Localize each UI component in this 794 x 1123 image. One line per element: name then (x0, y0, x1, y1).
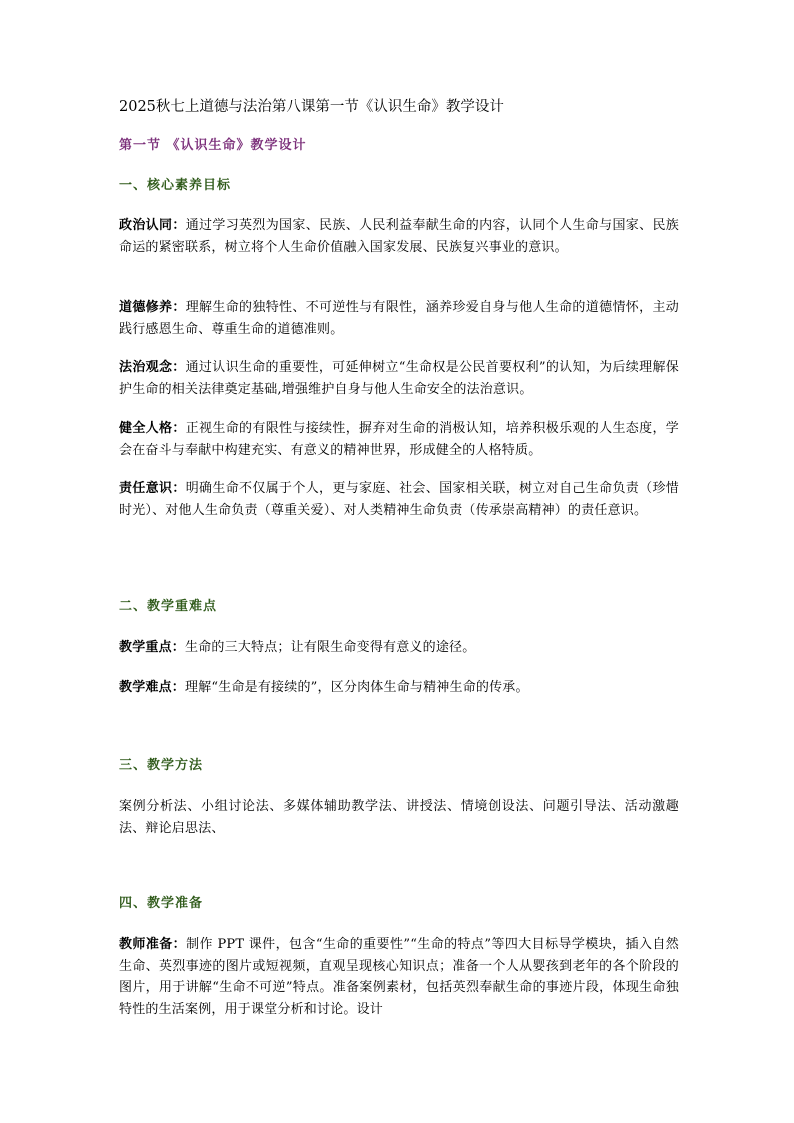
section-heading-core-goals: 一、核心素养目标 (119, 178, 232, 193)
key-point-text: 生命的三大特点；让有限生命变得有意义的途径。 (185, 640, 476, 655)
difficulty-paragraph (119, 677, 679, 699)
goal-text: 通过学习英烈为国家、民族、人民利益奉献生命的内容，认同个人生命与国家、民族命运的紧密联系，树立将个人生命价值融入国家发展、民族复兴事业的意识。 (119, 218, 679, 255)
document-title: 2025秋七上道德与法治第八课第一节《认识生命》教学设计 (119, 99, 504, 115)
preparation-text: 制作 PPT 课件，包含“生命的重要性”“生命的特点”等四大目标导学模块，插入自然生命、英烈事迹的图片或短视频，直观呈现核心知识点；准备一个人从婴孩到老年的各个阶段的图片，用于讲解“生命不可逆”特点。准备案例素材，包括英烈奉献生命的事迹片段，体现生命独特性的生活案例，用于课堂分析和讨论。设计 (119, 937, 679, 1017)
goal-label: 责任意识： (119, 481, 186, 496)
goal-label: 道德修养： (119, 300, 186, 315)
goal-text: 理解生命的独特性、不可逆性与有限性，涵养珍爱自身与他人生命的道德情怀，主动践行感恩生命、尊重生命的道德准则。 (119, 300, 679, 337)
preparation-label: 教师准备： (119, 937, 187, 952)
goal-label: 政治认同： (119, 218, 186, 233)
key-point-paragraph (119, 637, 679, 659)
section-heading-key-points: 二、教学重难点 (119, 599, 218, 614)
goal-text: 明确生命不仅属于个人，更与家庭、社会、国家相关联，树立对自己生命负责（珍惜时光）、对他人生命负责（尊重关爱）、对人类精神生命负责（传承崇高精神）的责任意识。 (119, 481, 679, 518)
section-heading-preparation: 四、教学准备 (119, 896, 204, 911)
goal-text: 正视生命的有限性与接续性，摒弃对生命的消极认知，培养积极乐观的人生态度，学会在奋斗与奉献中构建充实、有意义的精神世界，形成健全的人格特质。 (119, 421, 679, 458)
goal-text: 通过认识生命的重要性，可延伸树立“生命权是公民首要权利”的认知，为后续理解保护生命的相关法律奠定基础,增强维护自身与他人生命安全的法治意识。 (119, 360, 679, 397)
difficulty-label: 教学难点： (119, 680, 186, 695)
goal-paragraph (119, 357, 679, 400)
goal-paragraph (119, 478, 679, 521)
goal-paragraph (119, 418, 679, 461)
goal-paragraph (119, 215, 679, 258)
goal-label: 法治观念： (119, 360, 186, 375)
preparation-paragraph (119, 934, 679, 1020)
goal-paragraph (119, 297, 679, 340)
goal-label: 健全人格： (119, 421, 186, 436)
key-point-label: 教学重点： (119, 640, 186, 655)
methods-paragraph: 案例分析法、小组讨论法、多媒体辅助教学法、讲授法、情境创设法、问题引导法、活动激趣法、辩论启思法、 (119, 799, 679, 836)
section-heading-methods: 三、教学方法 (119, 758, 204, 773)
difficulty-text: 理解“生命是有接续的”，区分肉体生命与精神生命的传承。 (185, 680, 529, 695)
lesson-subtitle: 第一节 《认识生命》教学设计 (119, 138, 307, 153)
